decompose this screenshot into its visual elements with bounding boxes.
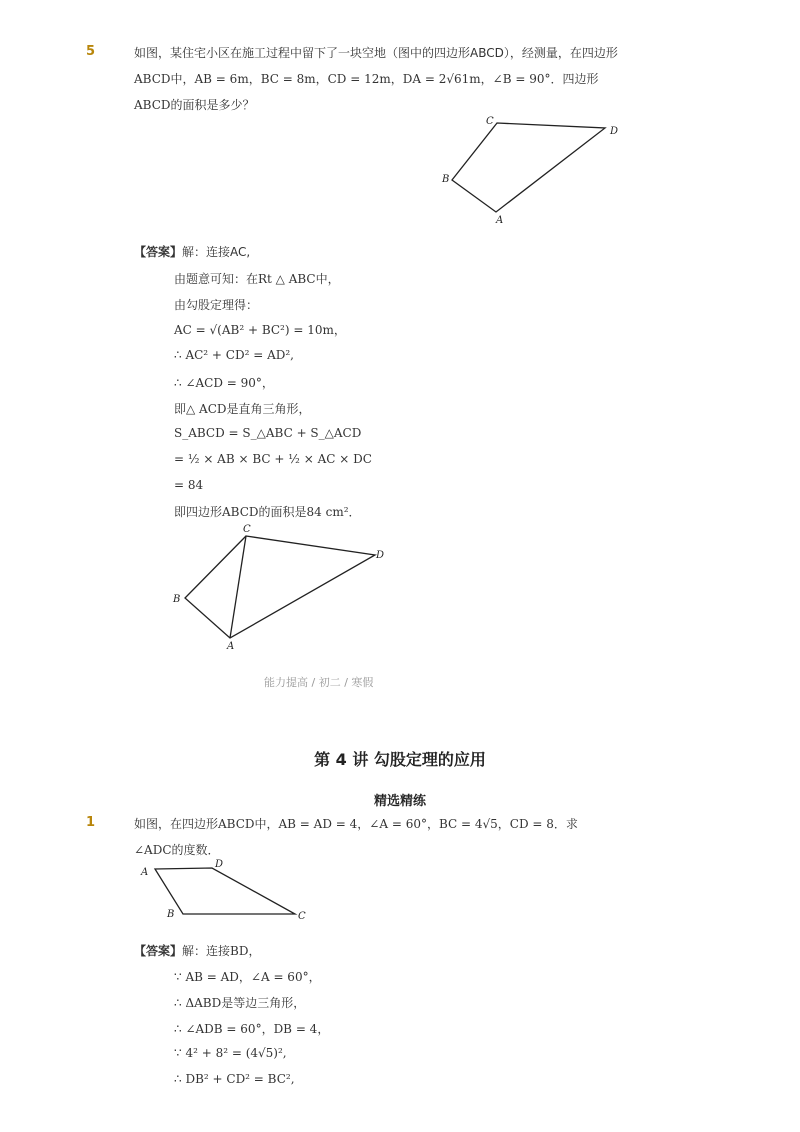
problem-number: 5 — [86, 44, 96, 59]
vertex-label-d: D — [610, 126, 619, 137]
answer-line: ∴ DB² + CD² = BC², — [174, 1072, 295, 1086]
answer-line: = ½ × AB × BC + ½ × AC × DC — [174, 452, 372, 466]
problem-text-line: ABCD的面积是多少？ — [134, 98, 255, 112]
quadrilateral-outline — [155, 868, 295, 914]
answer-line: 即△ ACD是直角三角形， — [174, 402, 311, 416]
vertex-label-d: D — [376, 550, 385, 561]
quadrilateral-outline — [452, 123, 605, 212]
answer-label: 【答案】 — [134, 944, 183, 958]
problem-text-line: 如图，在四边形ABCD中，AB = AD = 4，∠A = 60°，BC = 4√5，CD = 8．求 — [134, 817, 578, 831]
answer-first-line: 解：连接BD， — [182, 944, 261, 958]
vertex-label-a: A — [496, 215, 504, 225]
answer-line: ∵ 4² + 8² = (4√5)², — [174, 1046, 287, 1060]
answer-block — [134, 942, 260, 959]
answer-line: AC = √(AB² + BC²) = 10m， — [174, 323, 346, 337]
lesson-title: 第 4 讲 勾股定理的应用 — [314, 750, 486, 769]
quadrilateral-figure-2 — [135, 855, 315, 925]
vertex-label-c: C — [243, 524, 251, 535]
answer-block — [134, 243, 250, 260]
vertex-label-c: C — [298, 911, 306, 922]
answer-line: = 84 — [174, 478, 204, 492]
answer-line: ∴ ∠ACD = 90°， — [174, 376, 274, 390]
answer-line: ∴ AC² + CD² = AD², — [174, 348, 294, 362]
problem-text-line: ∠ADC的度数． — [134, 843, 220, 857]
problem-text-line: ABCD中，AB = 6m，BC = 8m，CD = 12m，DA = 2√61m，∠B = 90°．四边形 — [134, 72, 599, 86]
page-footer: 能力提高 / 初二 / 寒假 — [264, 676, 374, 689]
vertex-label-b: B — [442, 174, 450, 185]
vertex-label-d: D — [215, 859, 224, 870]
section-title: 精选精练 — [373, 794, 426, 809]
answer-line: S_ABCD = S_△ABC + S_△ACD — [174, 426, 362, 440]
answer-label: 【答案】 — [134, 245, 183, 259]
answer-first-line: 解：连接AC, — [182, 245, 251, 259]
quadrilateral-outline — [185, 536, 375, 638]
answer-line: 即四边形ABCD的面积是84 cm²． — [174, 505, 361, 519]
diagonal-ac — [230, 536, 246, 638]
answer-line: 由题意可知：在Rt △ ABC中， — [174, 272, 340, 286]
vertex-label-b: B — [167, 909, 175, 920]
answer-line: 由勾股定理得： — [174, 298, 259, 312]
vertex-label-a: A — [141, 867, 149, 878]
vertex-label-c: C — [486, 116, 494, 127]
problem-text-line: 如图，某住宅小区在施工过程中留下了一块空地（图中的四边形ABCD），经测量，在四边形 — [134, 46, 618, 60]
answer-line: ∵ AB = AD，∠A = 60°， — [174, 970, 321, 984]
answer-line: ∴ ∠ADB = 60°，DB = 4， — [174, 1022, 330, 1036]
problem-number: 1 — [86, 815, 96, 830]
vertex-label-a: A — [227, 641, 235, 652]
quadrilateral-diagonal-figure — [165, 520, 395, 655]
answer-line: ∴ ΔABD是等边三角形， — [174, 996, 306, 1010]
vertex-label-b: B — [173, 594, 181, 605]
quadrilateral-figure — [430, 110, 630, 225]
